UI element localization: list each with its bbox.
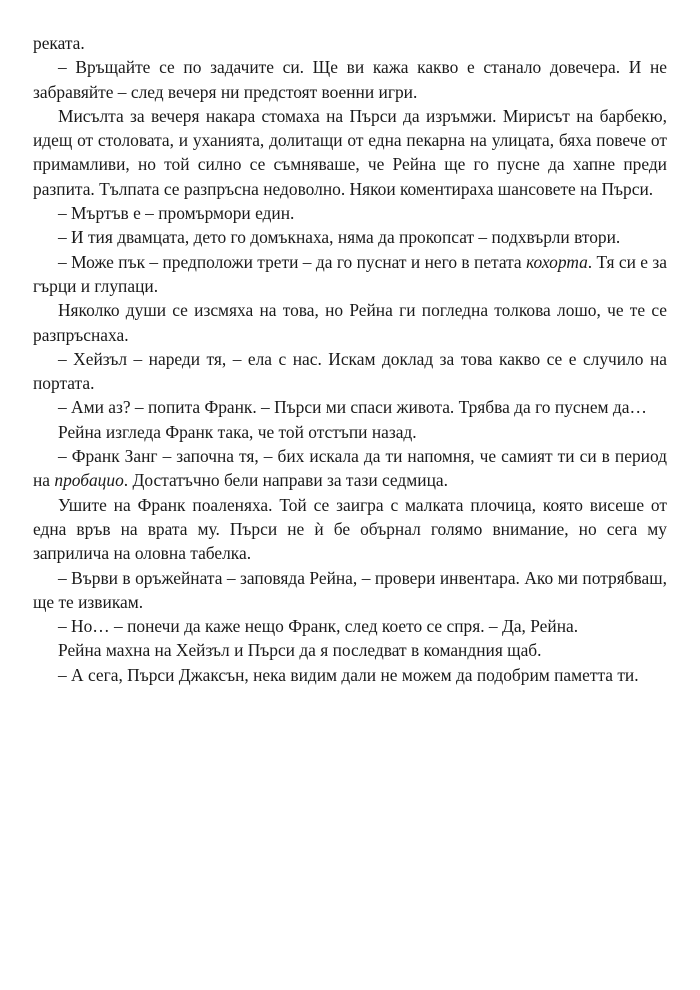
italic-term-probatio: пробацио: [54, 470, 124, 491]
paragraph-dialogue: – Но… – понечи да каже нещо Франк, след което се спря. – Да, Рейна.: [58, 616, 579, 637]
paragraph-dialogue: – Ами аз? – попита Франк. – Пърси ми спаси живота. Трябва да го пуснем да…: [58, 397, 647, 418]
text-run: – Може пък – предположи трети – да го пуснат и него в петата: [58, 251, 527, 272]
paragraph-dialogue: – Връщайте се по задачите си. Ще ви кажа какво е станало довечера. И не забравяйте – след вечеря ни предстоят военни игри.: [33, 57, 667, 102]
book-page: [33, 31, 667, 687]
paragraph-narration: Няколко души се изсмяха на това, но Рейна ги погледна толкова лошо, че те се разпръснаха.: [33, 300, 667, 345]
paragraph-narration: Рейна изгледа Франк така, че той отстъпи назад.: [58, 421, 417, 442]
paragraph-narration: Рейна махна на Хейзъл и Пърси да я последват в командния щаб.: [58, 640, 542, 661]
paragraph-narration: Ушите на Франк поаленяха. Той се заигра с малката плочица, която висеше от една връв на врата му. Пърси не ѝ бе обърнал голямо внимание, но сега му заприлича на оловна табелка.: [33, 494, 667, 564]
text-run: . Достатъчно бели направи за тази седмица.: [123, 470, 448, 491]
paragraph-dialogue: – Хейзъл – нареди тя, – ела с нас. Искам доклад за това какво се е случило на портата.: [33, 348, 667, 394]
text-run: – Франк Занг – започна тя, – бих искала да ти напомня, че самият ти си в период на: [33, 446, 667, 491]
paragraph-continuation: реката.: [33, 33, 85, 53]
paragraph-dialogue: – И тия двамцата, дето го домъкнаха, няма да прокопсат – подхвърли втори.: [58, 227, 621, 248]
paragraph-dialogue: – Върви в оръжейната – заповяда Рейна, – провери инвентара. Ако ми потрябваш, ще те извикам.: [33, 567, 667, 612]
paragraph-narration: Мисълта за вечеря накара стомаха на Пърси да изръмжи. Мирисът на барбекю, идещ от столовата, и уханията, долитащи от една пекарна на улицата, бяха повече от примамливи, но той силно се съмняваше, че Рейна ще го пусне да хапне преди разпита. Тълпата се разпръсна недоволно. Някои коментираха шансовете на Пърси.: [33, 105, 667, 199]
paragraph-dialogue: – А сега, Пърси Джаксън, нека видим дали не можем да подобрим паметта ти.: [58, 664, 639, 685]
paragraph-dialogue-cohort: [33, 250, 667, 299]
italic-term-cohort: кохорта: [526, 251, 588, 272]
paragraph-dialogue: – Мъртъв е – промърмори един.: [58, 203, 295, 224]
text-run: . Тя си е за гърци и глупаци.: [33, 251, 668, 296]
paragraph-dialogue-probation: [33, 444, 667, 493]
